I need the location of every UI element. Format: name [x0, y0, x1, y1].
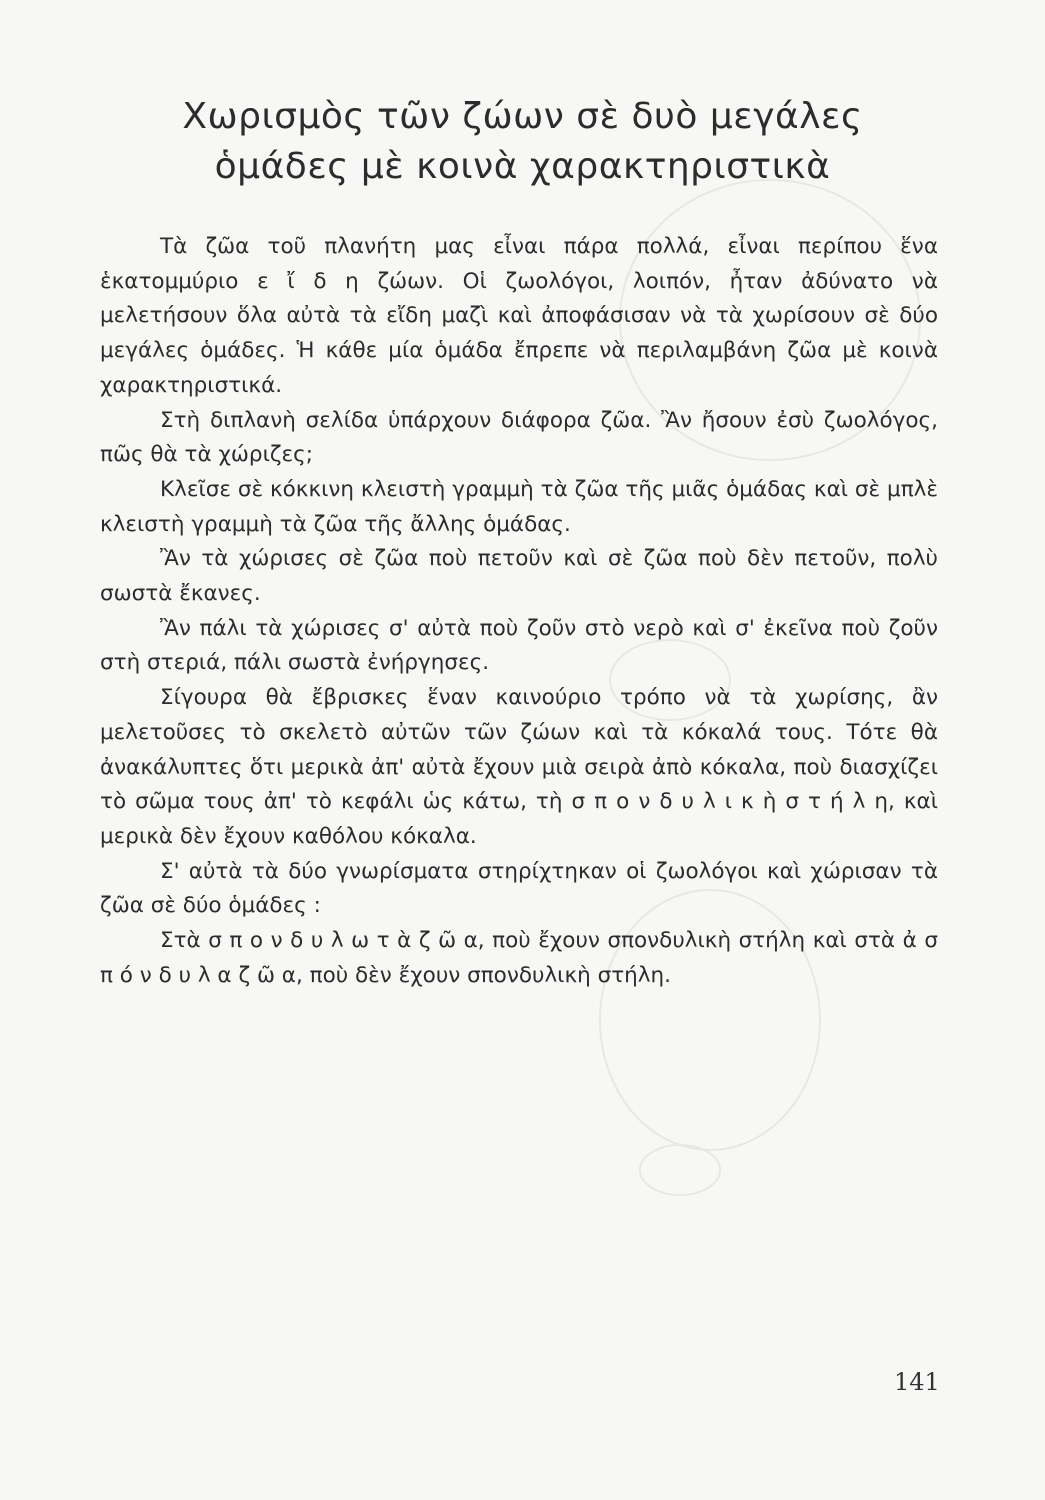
title-line-1: Χωρισμὸς τῶν ζώων σὲ δυὸ μεγάλες	[182, 96, 863, 137]
title-line-2: ὁμάδες μὲ κοινὰ χαρακτηριστικὰ	[214, 146, 831, 187]
paragraph-2: Στὴ διπλανὴ σελίδα ὑπάρχουν διάφορα ζῶα. Ἂν ἤσουν ἐσὺ ζωολόγος, πῶς θὰ τὰ χώριζες;	[100, 407, 938, 468]
paragraph-3: Κλεῖσε σὲ κόκκινη κλειστὴ γραμμὴ τὰ ζῶα τῆς μιᾶς ὁμάδας καὶ σὲ μπλὲ κλειστὴ γραμμὴ τὰ ζῶα τῆς ἄλλης ὁμάδας.	[100, 476, 938, 537]
body-text	[100, 230, 938, 993]
paragraph-5: Ἂν πάλι τὰ χώρισες σ' αὐτὰ ποὺ ζοῦν στὸ νερὸ καὶ σ' ἐκεῖνα ποὺ ζοῦν στὴ στεριά, πάλι σωστὰ ἐνήργησες.	[100, 615, 938, 676]
paragraph-7: Σ' αὐτὰ τὰ δύο γνωρίσματα στηρίχτηκαν οἱ ζωολόγοι καὶ χώρισαν τὰ ζῶα σὲ δύο ὁμάδες :	[100, 858, 938, 919]
page-title	[0, 92, 1045, 192]
paragraph-1: Τὰ ζῶα τοῦ πλανήτη μας εἶναι πάρα πολλά, εἶναι περίπου ἕνα ἑκατομμύριο ε ἴ δ η ζώων. Οἱ ζωολόγοι, λοιπόν, ἦταν ἀδύνατο νὰ μελετήσουν ὅλα αὐτὰ τὰ εἴδη μαζὶ καὶ ἀποφάσισαν νὰ τὰ χωρίσουν σὲ δύο μεγάλες ὁμάδες. Ἡ κάθε μία ὁμάδα ἔπρεπε νὰ περιλαμβάνη ζῶα μὲ κοινὰ χαρακτηριστικά.	[100, 234, 938, 398]
page-number: 141	[894, 1368, 940, 1396]
paragraph-4: Ἂν τὰ χώρισες σὲ ζῶα ποὺ πετοῦν καὶ σὲ ζῶα ποὺ δὲν πετοῦν, πολὺ σωστὰ ἔκανες.	[100, 546, 938, 607]
paragraph-6: Σίγουρα θὰ ἔβρισκες ἕναν καινούριο τρόπο νὰ τὰ χωρίσης, ἂν μελετοῦσες τὸ σκελετὸ αὐτῶν τῶν ζώων καὶ τὰ κόκαλά τους. Τότε θὰ ἀνακάλυπτες ὅτι μερικὰ ἀπ' αὐτὰ ἔχουν μιὰ σειρὰ ἀπὸ κόκαλα, ποὺ διασχίζει τὸ σῶμα τους ἀπ' τὸ κεφάλι ὡς κάτω, τὴ σ π ο ν δ υ λ ι κ ὴ σ τ ή λ η, καὶ μερικὰ δὲν ἔχουν καθόλου κόκαλα.	[100, 685, 938, 849]
paragraph-8: Στὰ σ π ο ν δ υ λ ω τ ὰ ζ ῶ α, ποὺ ἔχουν σπονδυλικὴ στήλη καὶ στὰ ἀ σ π ό ν δ υ λ α ζ ῶ α, ποὺ δὲν ἔχουν σπονδυλικὴ στήλη.	[100, 928, 938, 988]
